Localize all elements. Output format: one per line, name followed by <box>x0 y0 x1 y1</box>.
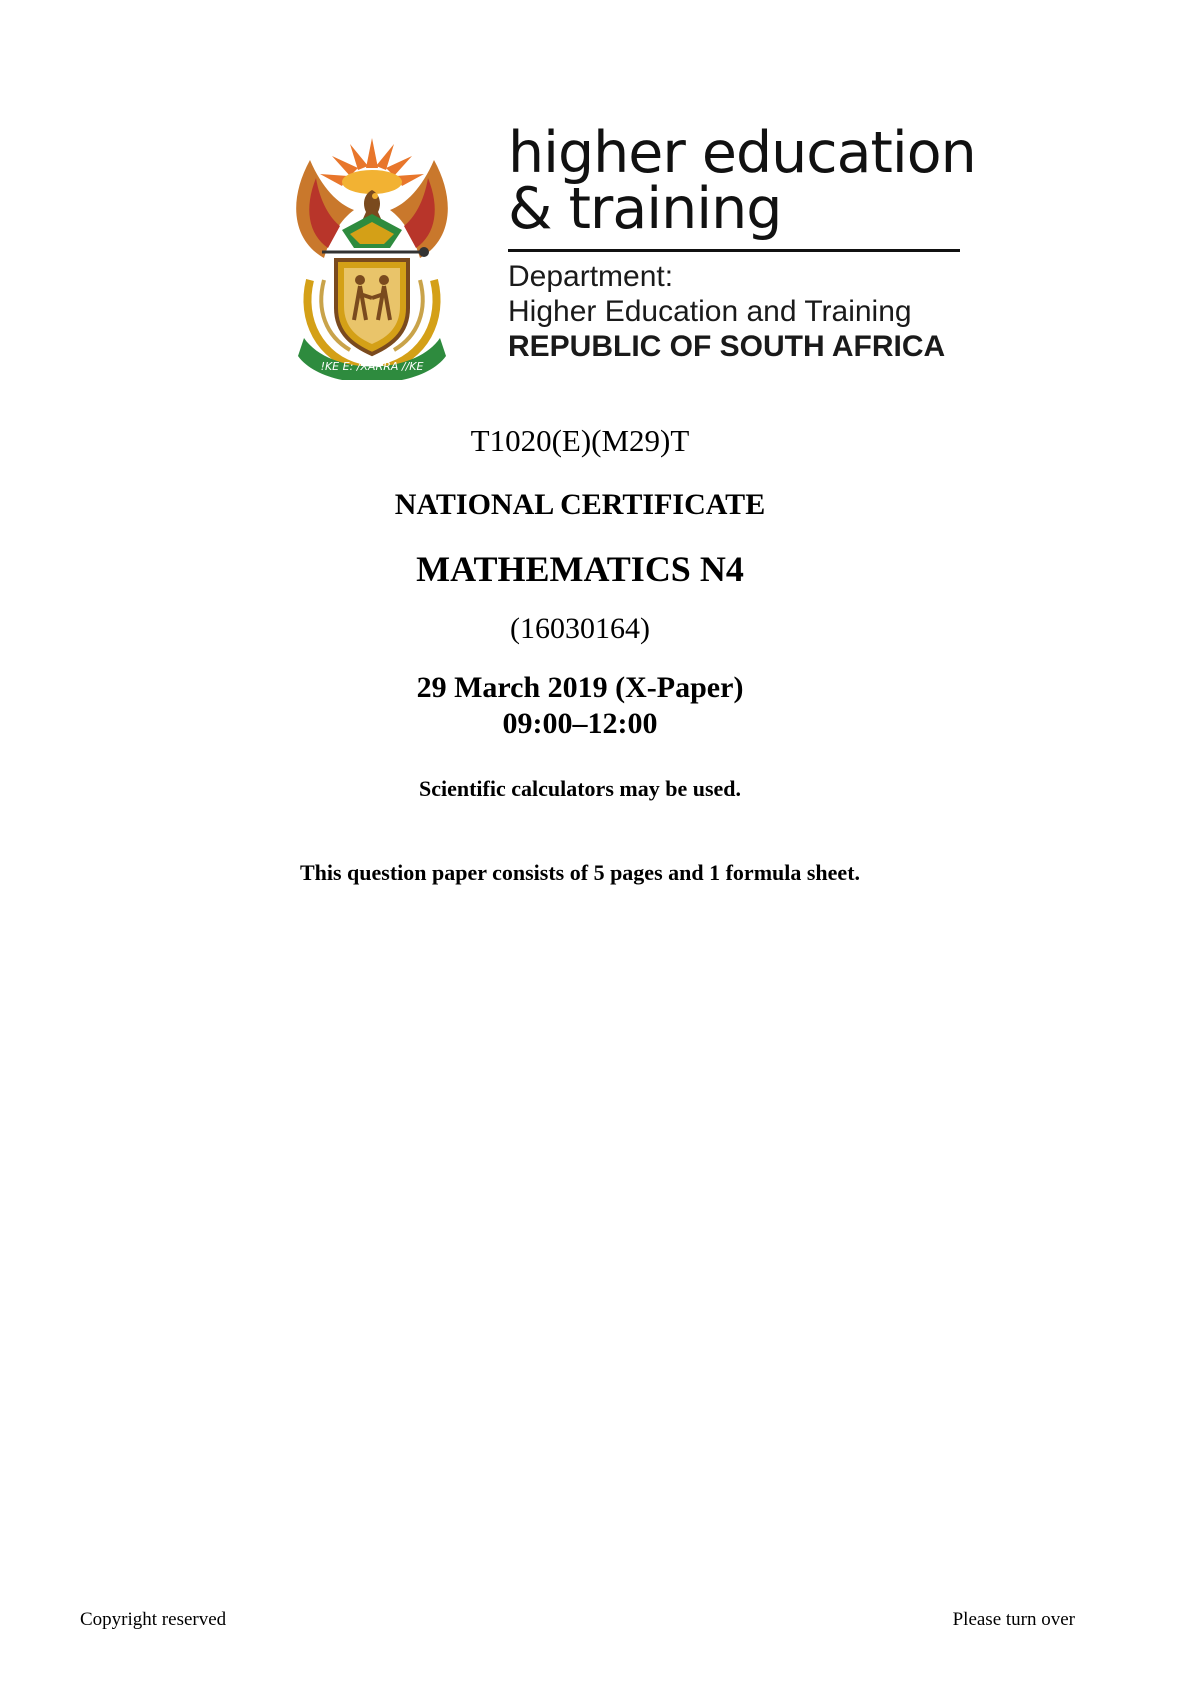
paper-code <box>0 423 1160 459</box>
calculator-note: Scientific calculators may be used. <box>418 776 742 801</box>
exam-date: 29 March 2019 (X-Paper) <box>416 671 744 704</box>
brand-line-1: higher education <box>508 120 976 186</box>
letterhead <box>280 120 980 385</box>
page-count-note: This question paper consists of 5 pages and 1 formula sheet. <box>299 860 861 885</box>
country-name: REPUBLIC OF SOUTH AFRICA <box>508 330 946 363</box>
turn-over-footer: Please turn over <box>952 1609 1075 1630</box>
exam-time: 09:00–12:00 <box>502 707 658 740</box>
certificate-title: NATIONAL CERTIFICATE <box>394 488 766 521</box>
brand-line-2: & training <box>508 176 782 242</box>
coat-of-arms-logo <box>280 130 465 380</box>
department-block <box>508 259 978 364</box>
brand-divider <box>508 249 960 252</box>
exam-date-block <box>0 670 1160 742</box>
department-label: Department: <box>508 260 674 293</box>
copyright-footer: Copyright reserved <box>80 1609 227 1630</box>
subject-title: MATHEMATICS N4 <box>416 549 744 589</box>
subject-number: (16030164) <box>510 612 650 645</box>
brand-wordmark <box>508 120 976 242</box>
paper-code-text: T1020(E)(M29)T <box>470 423 690 458</box>
department-name: Higher Education and Training <box>508 295 912 328</box>
svg-text:!KE E: /XARRA //KE: !KE E: /XARRA //KE <box>320 360 424 373</box>
